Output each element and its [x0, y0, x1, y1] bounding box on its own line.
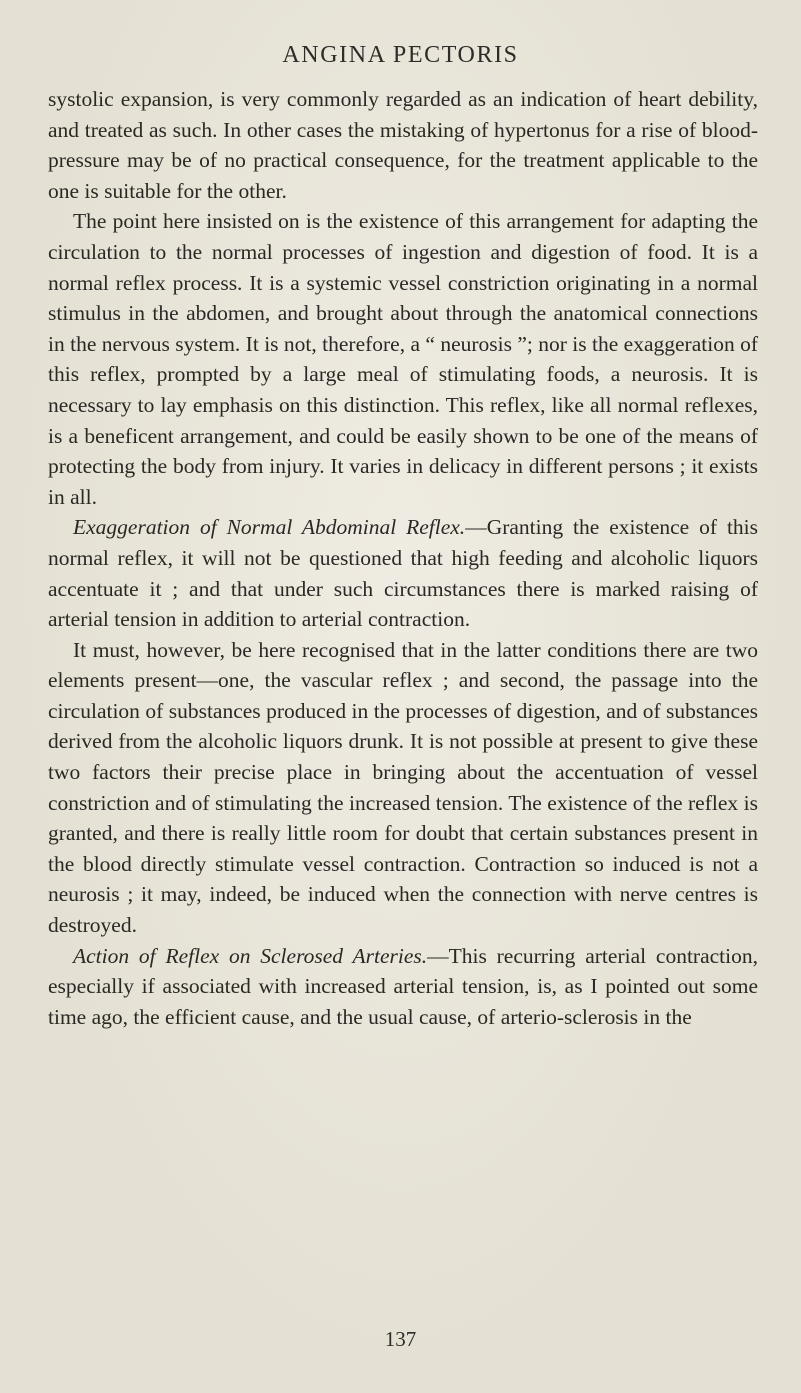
section-heading-sclerosed-arteries: Action of Reflex on Sclerosed Arteries. [73, 943, 428, 968]
paragraph-3-text: —Granting the existence of this normal reflex, it will not be questioned that high feeding and alcoholic liquors accentuate it ; and that under such circumstances there is marked raising of arterial tension in addition to arterial contraction. [48, 515, 759, 632]
paragraph-4 [48, 635, 758, 941]
page-number: 137 [384, 1327, 417, 1351]
paragraph-1-text: systolic expansion, is very commonly regarded as an indication of heart debility, and treated as such. In other cases the mistaking of hypertonus for a rise of blood-pressure may be of no practical consequence, for the treatment applicable to the one is suitable for the other. [48, 87, 758, 203]
section-heading-exaggeration: Exaggeration of Normal Abdominal Reflex. [73, 515, 466, 540]
paragraph-4-text: It must, however, be here recognised that in the latter conditions there are two elements present—one, the vascular reflex ; and second, the passage into the circulation of substances produced in the processes of digestion, and of substances derived from the alcoholic liquors drunk. It is not possible at present to give these two factors their precise place in bringing about the accentuation of vessel constriction and of stimulating the increased tension. The existence of the reflex is granted, and there is really little room for doubt that certain substances present in the blood directly stimulate vessel contraction. Contraction so induced is not a neurosis ; it may, indeed, be induced when the connection with nerve centres is destroyed. [48, 637, 758, 938]
paragraph-5 [48, 941, 758, 1033]
body-text [48, 84, 758, 1032]
paragraph-5-text: —This recurring arterial contraction, especially if associated with increased arterial tension, is, as I pointed out some time ago, the efficient cause, and the usual cause, of arterio-sclerosis in the [48, 943, 758, 1029]
paragraph-3 [48, 512, 758, 634]
paragraph-2 [48, 206, 758, 512]
paragraph-2-text: The point here insisted on is the existence of this arrangement for adapting the circulation to the normal processes of ingestion and digestion of food. It is a normal reflex process. It is a systemic vessel constriction originating in a normal stimulus in the abdomen, and brought about through the anatomical connections in the nervous system. It is not, therefore, a “ neurosis ”; nor is the exaggeration of this reflex, prompted by a large meal of stimulating foods, a neurosis. It is necessary to lay emphasis on this distinction. This reflex, like all normal reflexes, is a beneficent arrangement, and could be easily shown to be one of the means of protecting the body from injury. It varies in delicacy in different persons ; it exists in all. [48, 209, 758, 509]
paragraph-1 [48, 84, 758, 206]
running-head: ANGINA PECTORIS [282, 42, 519, 68]
